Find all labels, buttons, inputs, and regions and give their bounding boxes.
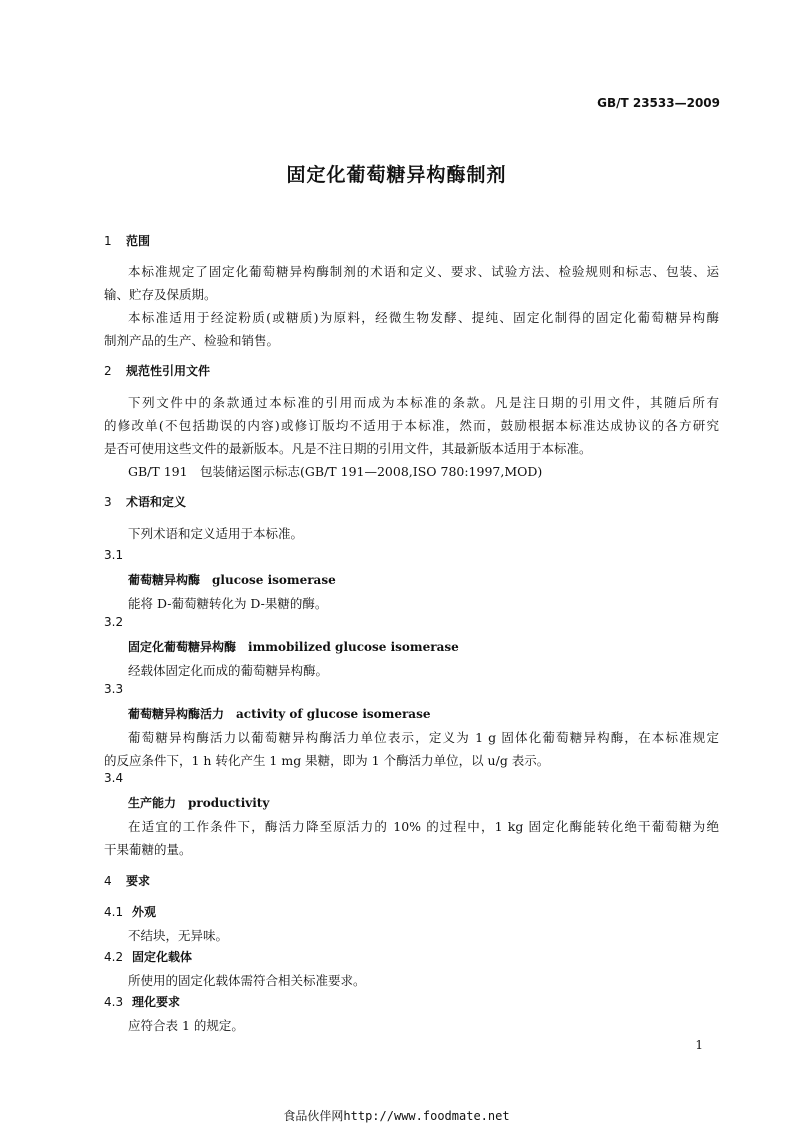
- term-3-1: 葡萄糖异构酶 glucose isomerase: [128, 573, 336, 587]
- s1-p2-line2: 制剂产品的生产、检验和销售。: [104, 333, 280, 348]
- page-number: 1: [695, 1038, 703, 1052]
- s3-intro: 下列术语和定义适用于本标准。: [128, 526, 304, 541]
- s2-reference: GB/T 191 包装储运图示标志(GB/T 191—2008,ISO 780:1997,MOD): [128, 464, 543, 479]
- document-title: 固定化葡萄糖异构酶制剂: [286, 164, 507, 186]
- term-3-2-number: 3.2: [104, 615, 124, 629]
- s2-p1-line3: 是否可使用这些文件的最新版本。凡是不注日期的引用文件，其最新版本适用于本标准。: [104, 441, 592, 456]
- term-3-3-number: 3.3: [104, 682, 124, 696]
- clause-4-1-text: 不结块，无异味。: [128, 928, 229, 943]
- s2-p1-line2: 的修改单(不包括勘误的内容)或修订版均不适用于本标准，然而，鼓励根据本标准达成协议的各方研究: [104, 418, 719, 433]
- clause-4-3-text: 应符合表 1 的规定。: [128, 1018, 244, 1033]
- term-3-4-definition-line1: 在适宜的工作条件下，酶活力降至原活力的 10% 的过程中，1 kg 固定化酶能转化绝干葡萄糖为绝: [128, 819, 719, 834]
- clause-4-3-heading: 4.3 理化要求: [104, 995, 181, 1009]
- term-3-4-definition-line2: 干果葡糖的量。: [104, 842, 192, 857]
- footer-watermark: 食品伙伴网http://www.foodmate.net: [283, 1109, 510, 1123]
- section-4-heading: 4 要求: [104, 874, 151, 888]
- term-3-3-definition-line2: 的反应条件下，1 h 转化产生 1 mg 果糖，即为 1 个酶活力单位，以 u/g 表示。: [104, 753, 550, 768]
- section-2-heading: 2 规范性引用文件: [104, 364, 211, 378]
- clause-4-1-heading: 4.1 外观: [104, 905, 157, 919]
- section-1-heading: 1 范围: [104, 234, 151, 248]
- term-3-2: 固定化葡萄糖异构酶 immobilized glucose isomerase: [128, 640, 459, 654]
- term-3-2-definition: 经载体固定化而成的葡萄糖异构酶。: [128, 663, 329, 678]
- term-3-1-number: 3.1: [104, 548, 124, 562]
- term-3-4: 生产能力 productivity: [128, 796, 270, 810]
- section-3-heading: 3 术语和定义: [104, 495, 187, 509]
- s1-p2-line1: 本标准适用于经淀粉质(或糖质)为原料，经微生物发酵、提纯、固定化制得的固定化葡萄糖异构酶: [128, 310, 719, 325]
- s1-p1-line1: 本标准规定了固定化葡萄糖异构酶制剂的术语和定义、要求、试验方法、检验规则和标志、包装、运: [128, 264, 719, 279]
- term-3-3-definition-line1: 葡萄糖异构酶活力以葡萄糖异构酶活力单位表示，定义为 1 g 固体化葡萄糖异构酶，在本标准规定: [128, 730, 719, 745]
- s1-p1-line2: 输、贮存及保质期。: [104, 287, 217, 302]
- term-3-3: 葡萄糖异构酶活力 activity of glucose isomerase: [128, 707, 431, 721]
- s2-p1-line1: 下列文件中的条款通过本标准的引用而成为本标准的条款。凡是注日期的引用文件，其随后所有: [128, 395, 719, 410]
- standard-number: GB/T 23533—2009: [597, 96, 720, 110]
- clause-4-2-text: 所使用的固定化载体需符合相关标准要求。: [128, 973, 366, 988]
- clause-4-2-heading: 4.2 固定化载体: [104, 950, 193, 964]
- term-3-1-definition: 能将 D-葡萄糖转化为 D-果糖的酶。: [128, 596, 328, 611]
- term-3-4-number: 3.4: [104, 771, 124, 785]
